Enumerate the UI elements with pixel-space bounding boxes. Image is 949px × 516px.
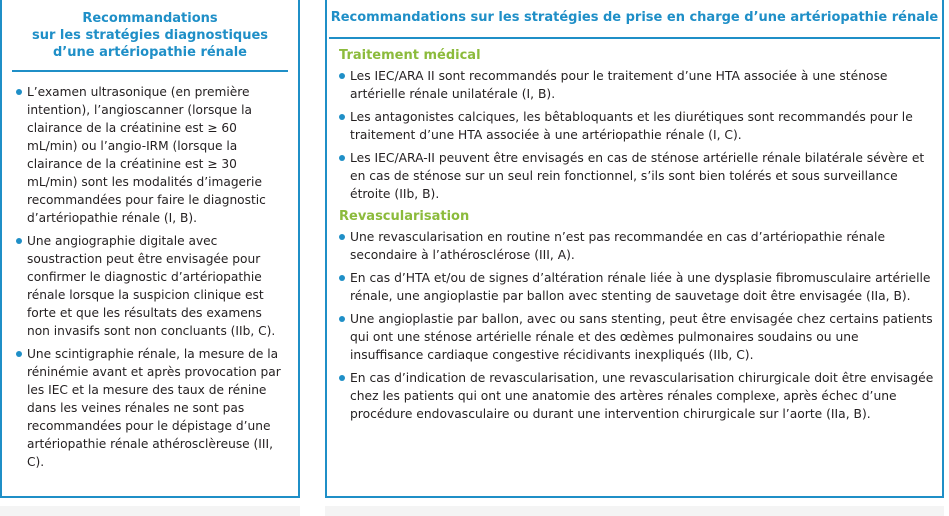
panel-body — [327, 39, 942, 423]
recommendation-item — [16, 232, 288, 340]
title-line: d’une artériopathie rénale — [53, 45, 247, 60]
recommendation-item — [16, 345, 288, 471]
title-line: sur les stratégies diagnostiques — [31, 28, 269, 43]
bullet-icon — [16, 238, 22, 244]
title-line: Recommandations — [82, 11, 218, 26]
recommendation-list — [16, 83, 288, 471]
recommendation-item — [339, 228, 934, 264]
recommendation-text: Une revascularisation en routine n’est pas recommandée en cas d’artériopathie rénale secondaire à l’athérosclérose (III, A). — [350, 230, 886, 262]
recommendation-text: En cas d’HTA et/ou de signes d’altération rénale liée à une dysplasie fibromusculaire artérielle rénale, une angioplastie par ballon avec stenting de sauvetage doit être envisagée (IIa, B). — [350, 271, 931, 303]
recommendation-item — [339, 108, 934, 144]
panel-body — [2, 72, 298, 471]
page-edge-strip — [325, 506, 944, 516]
section-title-revascularisation: Revascularisation — [339, 209, 470, 224]
diagnostic-recommendations-panel — [0, 0, 300, 498]
page-edge-strip — [0, 506, 300, 516]
bullet-icon — [339, 375, 345, 381]
bullet-icon — [339, 316, 345, 322]
recommendation-text: Une angiographie digitale avec soustraction peut être envisagée pour confirmer le diagnostic d’artériopathie rénale lorsque la suspicion clinique est forte et que les résultats des examens non invasifs sont non concluants (IIb, C). — [27, 234, 276, 338]
bullet-icon — [339, 155, 345, 161]
recommendation-item — [339, 369, 934, 423]
recommendation-text: En cas d’indication de revascularisation, une revascularisation chirurgicale doit être envisagée chez les patients qui ont une anatomie des artères rénales complexe, après échec d’une procédure endovasculaire ou durant une intervention chirurgicale sur l’aorte (IIa, B). — [350, 371, 934, 421]
recommendation-item — [16, 83, 288, 227]
bullet-icon — [16, 351, 22, 357]
recommendation-list — [339, 228, 934, 423]
bullet-icon — [339, 114, 345, 120]
recommendation-item — [339, 149, 934, 203]
recommendation-text: Les IEC/ARA II sont recommandés pour le traitement d’une HTA associée à une sténose artérielle rénale unilatérale (I, B). — [350, 69, 888, 101]
bullet-icon — [339, 73, 345, 79]
panel-title — [2, 0, 298, 70]
recommendation-item — [339, 67, 934, 103]
bullet-icon — [339, 275, 345, 281]
section-title-medical-treatment: Traitement médical — [339, 48, 481, 63]
management-recommendations-panel — [325, 0, 944, 498]
recommendation-text: Les antagonistes calciques, les bêtabloquants et les diurétiques sont recommandés pour le traitement d’une HTA associée à une artériopathie rénale (I, C). — [350, 110, 913, 142]
recommendation-item — [339, 269, 934, 305]
recommendation-text: Les IEC/ARA-II peuvent être envisagés en cas de sténose artérielle rénale bilatérale sévère et en cas de sténose sur un seul rein fonctionnel, s’ils sont bien tolérés et sous surveillance étroite (IIb, B). — [350, 151, 925, 201]
bullet-icon — [339, 234, 345, 240]
recommendation-text: L’examen ultrasonique (en première intention), l’angioscanner (lorsque la clairance de la créatinine est ≥ 60 mL/min) ou l’angio-IRM (lorsque la clairance de la créatinine est ≥ 30 mL/min) sont les modalités d’imagerie recommandées pour faire le diagnostic d’artériopathie rénale (I, B). — [27, 85, 266, 225]
panel-title: Recommandations sur les stratégies de prise en charge d’une artériopathie rénale — [330, 10, 939, 25]
recommendation-item — [339, 310, 934, 364]
recommendation-list — [339, 67, 934, 203]
bullet-icon — [16, 89, 22, 95]
recommendation-text: Une scintigraphie rénale, la mesure de la réninémie avant et après provocation par les IEC et la mesure des taux de rénine dans les veines rénales ne sont pas recommandées pour le dépistage d’une artériopathie rénale athérosclèreuse (III, C). — [27, 347, 281, 469]
recommendation-text: Une angioplastie par ballon, avec ou sans stenting, peut être envisagée chez certains patients qui ont une sténose artérielle rénale et des œdèmes pulmonaires soudains ou une insuffisance cardiaque congestive récidivants inexpliqués (IIb, C). — [350, 312, 933, 362]
